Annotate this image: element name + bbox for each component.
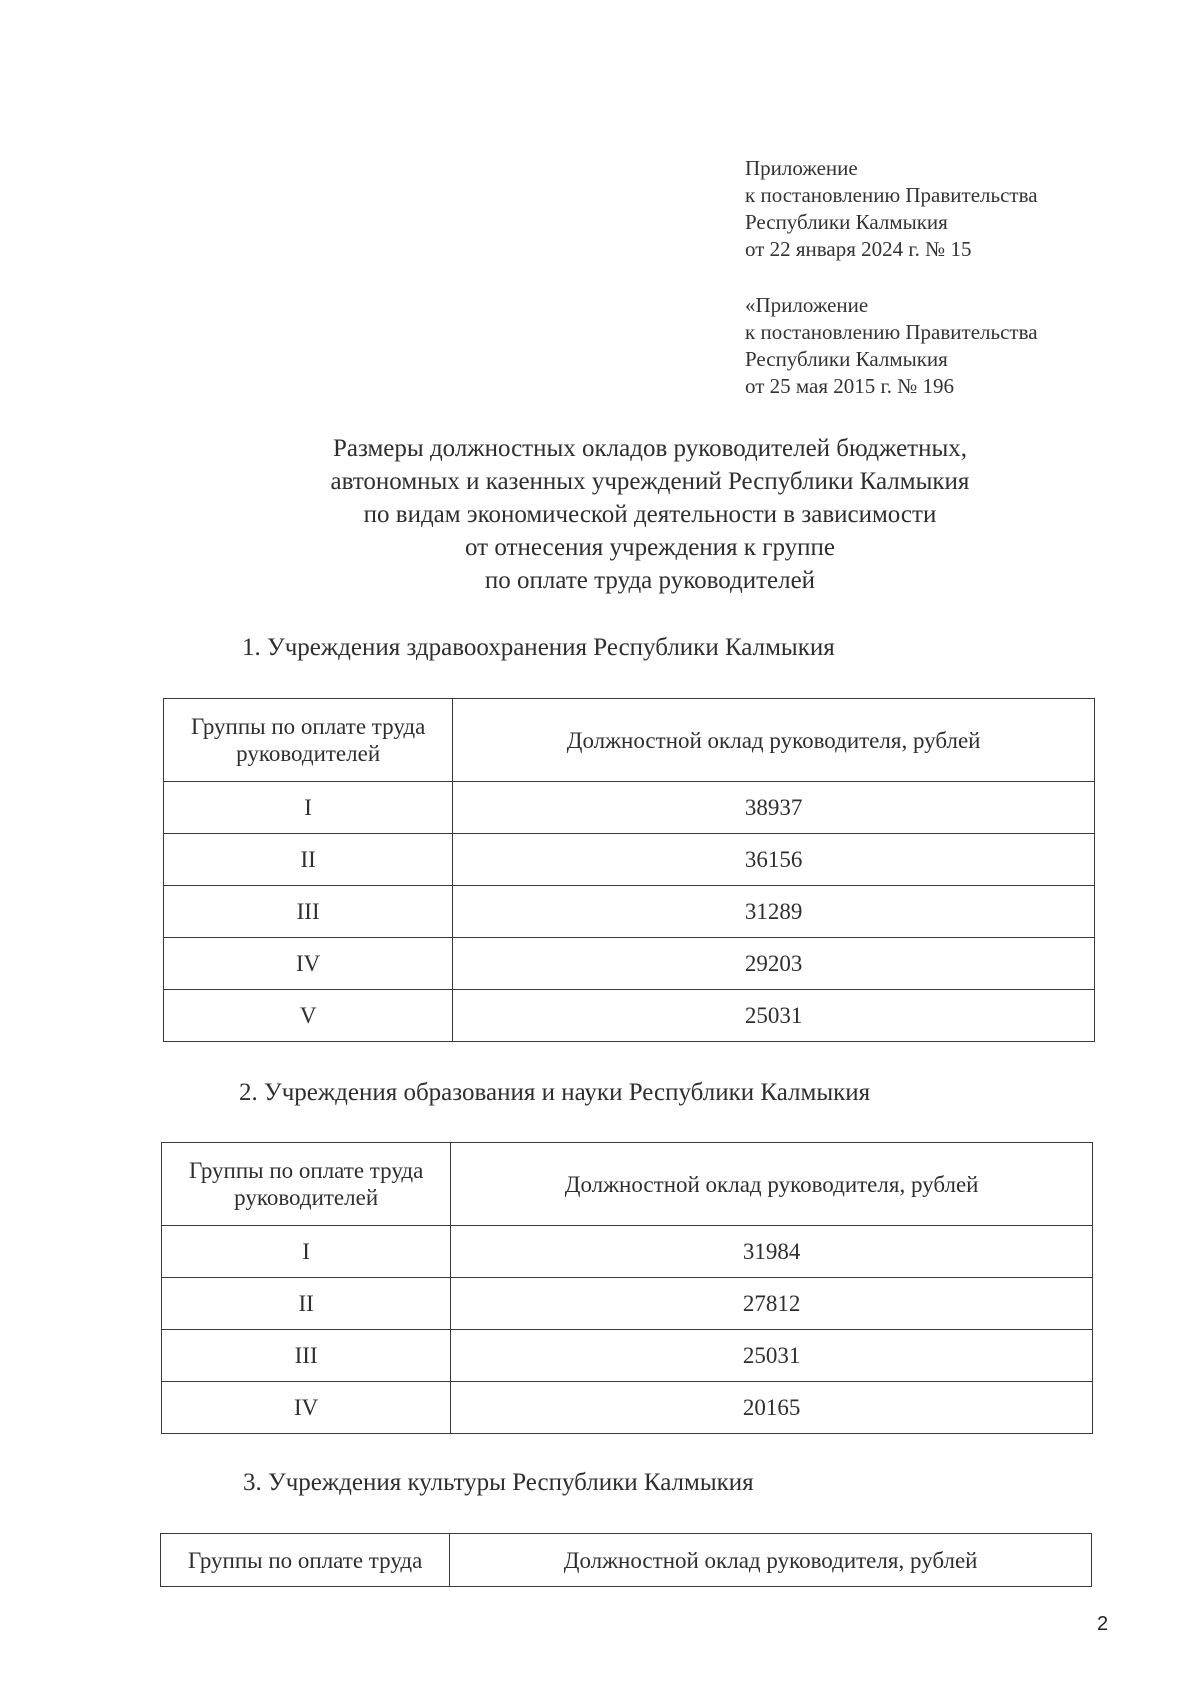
appendix-line: «Приложение	[745, 293, 869, 317]
table-row	[164, 782, 1095, 834]
group-cell: III	[162, 1330, 451, 1382]
title-line: автономных и казенных учреждений Республики Калмыкия	[330, 468, 970, 495]
salary-table-education	[161, 1142, 1093, 1434]
salary-cell: 25031	[451, 1330, 1093, 1382]
title-line: по видам экономической деятельности в зависимости	[363, 501, 937, 528]
table-row	[162, 1330, 1093, 1382]
group-column-header: Группы по оплате труда руководителей	[164, 699, 453, 782]
table-row	[164, 834, 1095, 886]
salary-cell: 20165	[451, 1382, 1093, 1434]
table-header-row	[162, 1143, 1093, 1226]
appendix-line: к постановлению Правительства	[745, 183, 1038, 207]
salary-cell: 25031	[453, 990, 1095, 1042]
salary-cell: 27812	[451, 1278, 1093, 1330]
salary-table-culture	[160, 1533, 1092, 1587]
group-cell: I	[164, 782, 453, 834]
table-header-row	[161, 1534, 1092, 1587]
table-header-row	[164, 699, 1095, 782]
group-cell: V	[164, 990, 453, 1042]
table-row	[164, 938, 1095, 990]
table-row	[162, 1278, 1093, 1330]
salary-table-healthcare	[163, 698, 1095, 1042]
appendix-current-reference	[745, 155, 1038, 263]
appendix-line: Приложение	[745, 156, 858, 180]
salary-column-header: Должностной оклад руководителя, рублей	[451, 1143, 1093, 1226]
salary-column-header: Должностной оклад руководителя, рублей	[450, 1534, 1092, 1587]
appendix-line: от 25 мая 2015 г. № 196	[745, 374, 955, 398]
page-number: 2	[1097, 1613, 1109, 1635]
group-cell: IV	[164, 938, 453, 990]
title-line: по оплате труда руководителей	[484, 567, 816, 594]
table-row	[164, 886, 1095, 938]
salary-column-header: Должностной оклад руководителя, рублей	[453, 699, 1095, 782]
group-cell: III	[164, 886, 453, 938]
group-cell: II	[162, 1278, 451, 1330]
salary-cell: 29203	[453, 938, 1095, 990]
salary-cell: 38937	[453, 782, 1095, 834]
table-row	[162, 1382, 1093, 1434]
appendix-line: к постановлению Правительства	[745, 320, 1038, 344]
section-heading-healthcare: 1. Учреждения здравоохранения Республики Калмыкия	[242, 634, 835, 661]
section-heading-culture: 3. Учреждения культуры Республики Калмыкия	[243, 1469, 754, 1496]
group-cell: IV	[162, 1382, 451, 1434]
salary-cell: 36156	[453, 834, 1095, 886]
salary-cell: 31289	[453, 886, 1095, 938]
salary-cell: 31984	[451, 1226, 1093, 1278]
appendix-line: от 22 января 2024 г. № 15	[745, 237, 972, 261]
table-row	[164, 990, 1095, 1042]
table-row	[162, 1226, 1093, 1278]
group-column-header: Группы по оплате труда руководителей	[162, 1143, 451, 1226]
appendix-line: Республики Калмыкия	[745, 210, 948, 234]
group-cell: II	[164, 834, 453, 886]
section-heading-education: 2. Учреждения образования и науки Республики Калмыкия	[239, 1079, 871, 1106]
title-line: от отнесения учреждения к группе	[465, 534, 835, 561]
appendix-original-reference	[745, 292, 1038, 400]
group-cell: I	[162, 1226, 451, 1278]
appendix-line: Республики Калмыкия	[745, 347, 948, 371]
group-column-header: Группы по оплате труда	[161, 1534, 450, 1587]
document-title	[150, 432, 1150, 597]
title-line: Размеры должностных окладов руководителей бюджетных,	[332, 435, 968, 462]
